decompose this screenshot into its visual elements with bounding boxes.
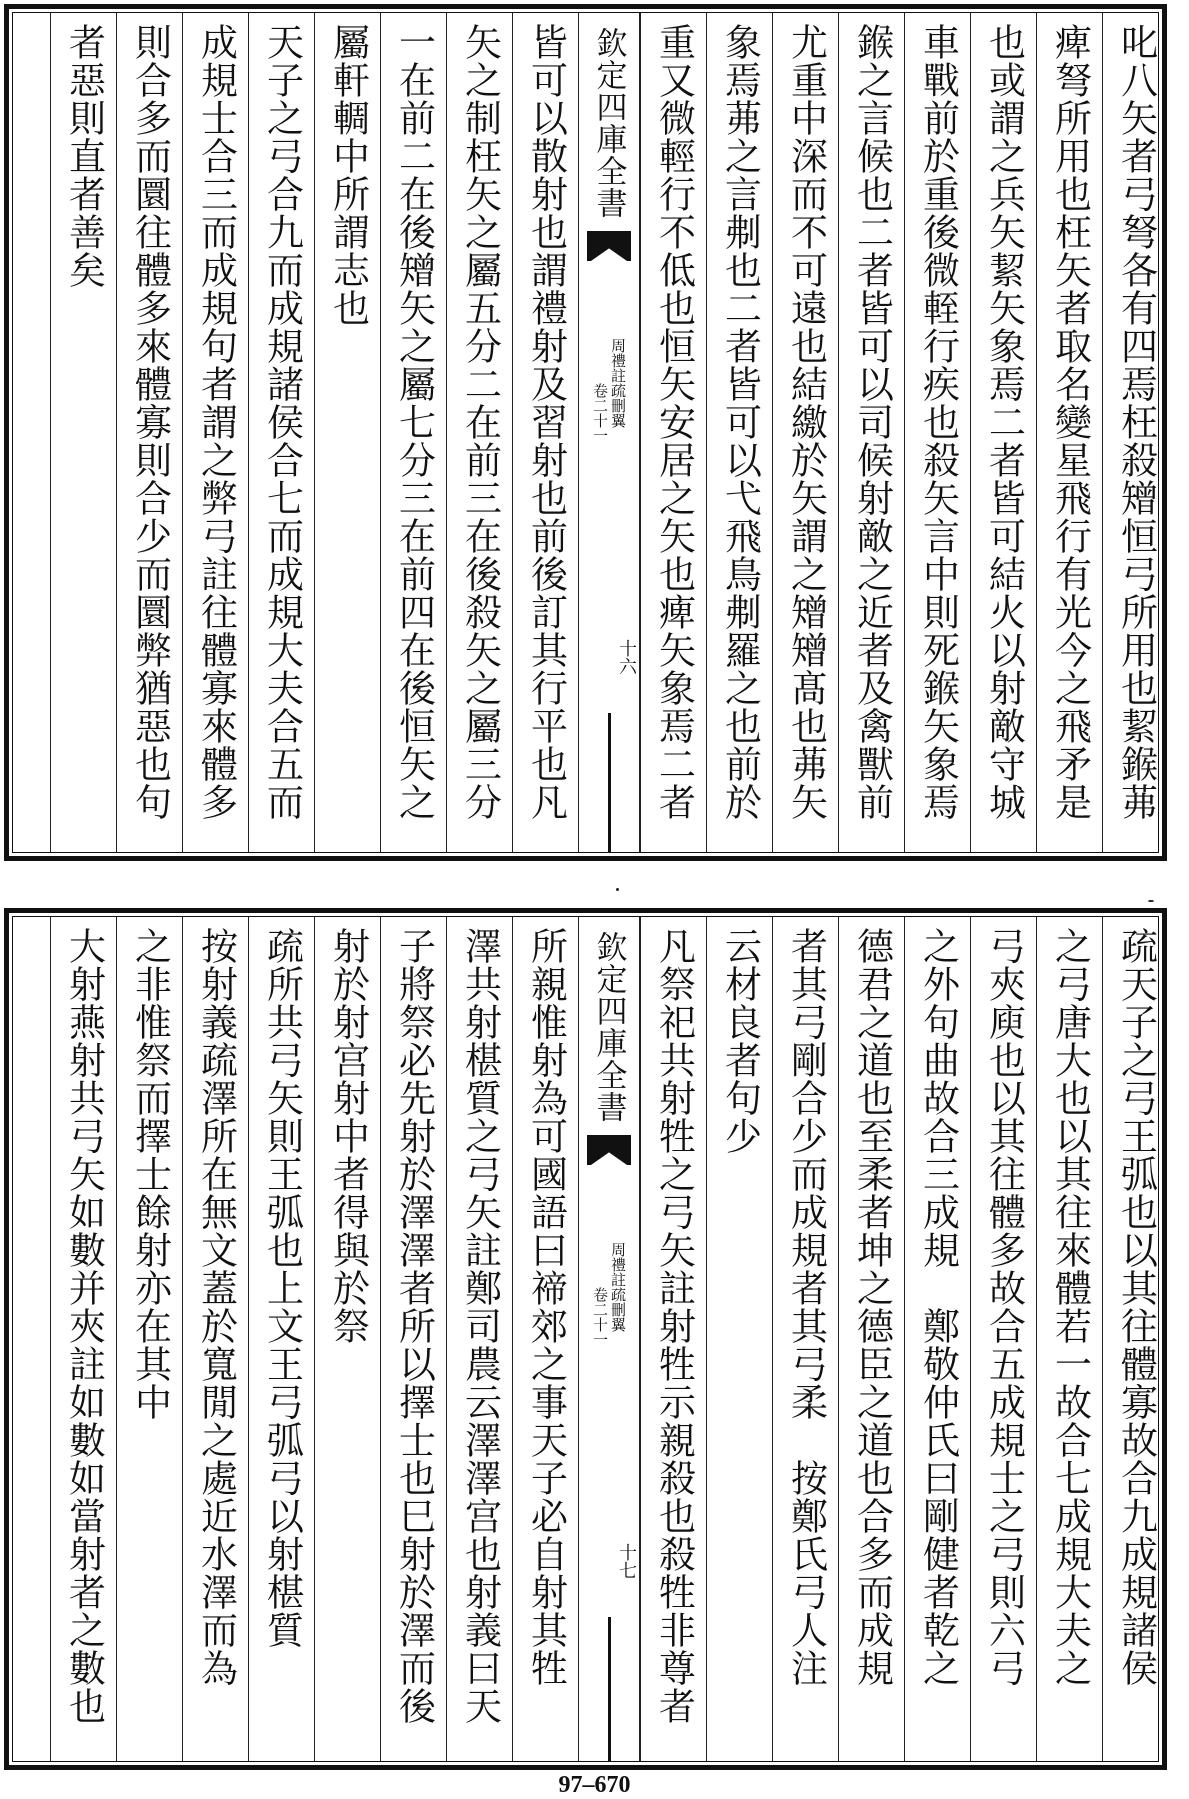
leaf-number: 十六 — [616, 639, 637, 675]
text-column — [772, 917, 838, 1761]
library-title: 欽定四庫全書 — [590, 931, 627, 1123]
column-text: 車戰前於重後微輊行疾也殺矢言中則死鍭矢象焉 — [916, 23, 960, 821]
text-column — [50, 13, 116, 852]
column-text: 之外句曲故合三成規 鄭敬仲氏曰剛健者乾之 — [916, 927, 960, 1687]
bottom-page-inner-border — [12, 916, 1159, 1762]
text-column — [706, 917, 772, 1761]
center-fold-column — [578, 13, 640, 852]
column-text: 凡祭祀共射牲之弓矢註射牲示親殺也殺牲非尊者 — [652, 927, 696, 1725]
column-text: 弓夾庾也以其往體多故合五成規士之弓則六弓 — [982, 927, 1026, 1687]
text-column — [904, 917, 970, 1761]
volume-number: 卷二十一 — [591, 1287, 609, 1347]
text-column — [248, 917, 314, 1761]
column-text: 者惡則直者善矣 — [62, 23, 106, 289]
text-column — [446, 13, 512, 852]
column-text: 則合多而圜往體多來體寡則合少而圜弊猶惡也句 — [128, 23, 172, 821]
text-column — [50, 917, 116, 1761]
column-text: 矢之制枉矢之屬五分二在前三在後殺矢之屬三分 — [458, 23, 502, 821]
text-column — [314, 917, 380, 1761]
column-text: 疏所共弓矢則王弧也上文王弓弧弓以射椹質 — [260, 927, 304, 1649]
text-column — [1036, 917, 1102, 1761]
column-text: 德君之道也至柔者坤之德臣之道也合多而成規 — [850, 927, 894, 1687]
text-column — [772, 13, 838, 852]
text-column — [706, 13, 772, 852]
column-text: 所親惟射為可國語曰禘郊之事天子必自射其牲 — [524, 927, 568, 1687]
text-column — [970, 13, 1036, 852]
column-text: 者其弓剛合少而成規者其弓柔 按鄭氏弓人注 — [784, 927, 828, 1687]
volume-number: 卷二十一 — [591, 383, 609, 443]
text-column — [248, 13, 314, 852]
column-text: 也或謂之兵矢絜矢象焉二者皆可結火以射敵守城 — [982, 23, 1026, 821]
text-column — [380, 13, 446, 852]
column-text: 重又微輕行不低也恒矢安居之矢也痺矢象焉二者 — [652, 23, 696, 821]
column-text: 之弓唐大也以其往來體若一故合七成規大夫之 — [1048, 927, 1092, 1687]
column-text: 澤共射椹質之弓矢註鄭司農云澤澤宫也射義曰天 — [458, 927, 502, 1725]
text-column — [838, 917, 904, 1761]
book-name: 周禮註疏刪翼 — [609, 1242, 627, 1332]
column-text: 一在前二在後矰矢之屬七分三在前四在後恒矢之 — [392, 23, 436, 821]
text-column — [904, 13, 970, 852]
top-page-frame — [4, 4, 1167, 861]
column-text: 鍭之言候也二者皆可以司候射敵之近者及禽獸前 — [850, 23, 894, 821]
text-column — [116, 917, 182, 1761]
library-title: 欽定四庫全書 — [590, 27, 627, 219]
column-text: 子將祭必先射於澤澤者所以擇士也巳射於澤而後 — [392, 927, 436, 1725]
text-column — [1102, 917, 1168, 1761]
column-text: 之非惟祭而擇士餘射亦在其中 — [128, 927, 172, 1421]
fold-rule — [608, 713, 611, 852]
text-column — [182, 13, 248, 852]
column-text: 成規士合三而成規句者謂之弊弓註往體寡來體多 — [194, 23, 238, 821]
text-column — [182, 917, 248, 1761]
page-code: 97–670 — [558, 1772, 631, 1798]
column-text: 叱八矢者弓弩各有四焉枉殺矰恒弓所用也絜鍭茀 — [1114, 23, 1158, 821]
text-column — [314, 13, 380, 852]
text-column — [1036, 13, 1102, 852]
fish-tail-mark-icon — [587, 1135, 631, 1165]
top-page-inner-border — [12, 12, 1159, 853]
text-column — [446, 917, 512, 1761]
column-text: 按射義疏澤所在無文蓋於寬閒之處近水澤而為 — [194, 927, 238, 1687]
text-column — [640, 13, 706, 852]
bottom-page-frame — [4, 908, 1167, 1770]
column-text: 尤重中深而不可遠也結繳於矢謂之矰矰髙也茀矢 — [784, 23, 828, 821]
text-column — [1102, 13, 1168, 852]
text-column — [512, 917, 578, 1761]
column-text: 天子之弓合九而成規諸侯合七而成規大夫合五而 — [260, 23, 304, 821]
fish-tail-mark-icon — [587, 231, 631, 261]
text-column — [838, 13, 904, 852]
column-text: 痺弩所用也枉矢者取名變星飛行有光今之飛矛是 — [1048, 23, 1092, 821]
scan-speck — [1148, 900, 1154, 902]
column-text: 象焉茀之言刜也二者皆可以弋飛鳥刜羅之也前於 — [718, 23, 762, 821]
text-column — [640, 917, 706, 1761]
column-text: 射於射宫射中者得與於祭 — [326, 927, 370, 1345]
scan-speck — [616, 888, 619, 891]
leaf-number: 十七 — [616, 1543, 637, 1579]
text-column — [970, 917, 1036, 1761]
column-text: 屬軒輖中所謂志也 — [326, 23, 370, 327]
text-column — [380, 917, 446, 1761]
text-column — [116, 13, 182, 852]
column-text: 大射燕射共弓矢如數并夾註如數如當射者之數也 — [62, 927, 106, 1725]
column-text: 疏天子之弓王弧也以其往體寡故合九成規諸侯 — [1114, 927, 1158, 1687]
fold-rule — [608, 1617, 611, 1761]
column-text: 皆可以散射也謂禮射及習射也前後訂其行平也凡 — [524, 23, 568, 821]
book-name: 周禮註疏刪翼 — [609, 338, 627, 428]
center-fold-column — [578, 917, 640, 1761]
text-column — [512, 13, 578, 852]
column-text: 云材良者句少 — [718, 927, 762, 1155]
